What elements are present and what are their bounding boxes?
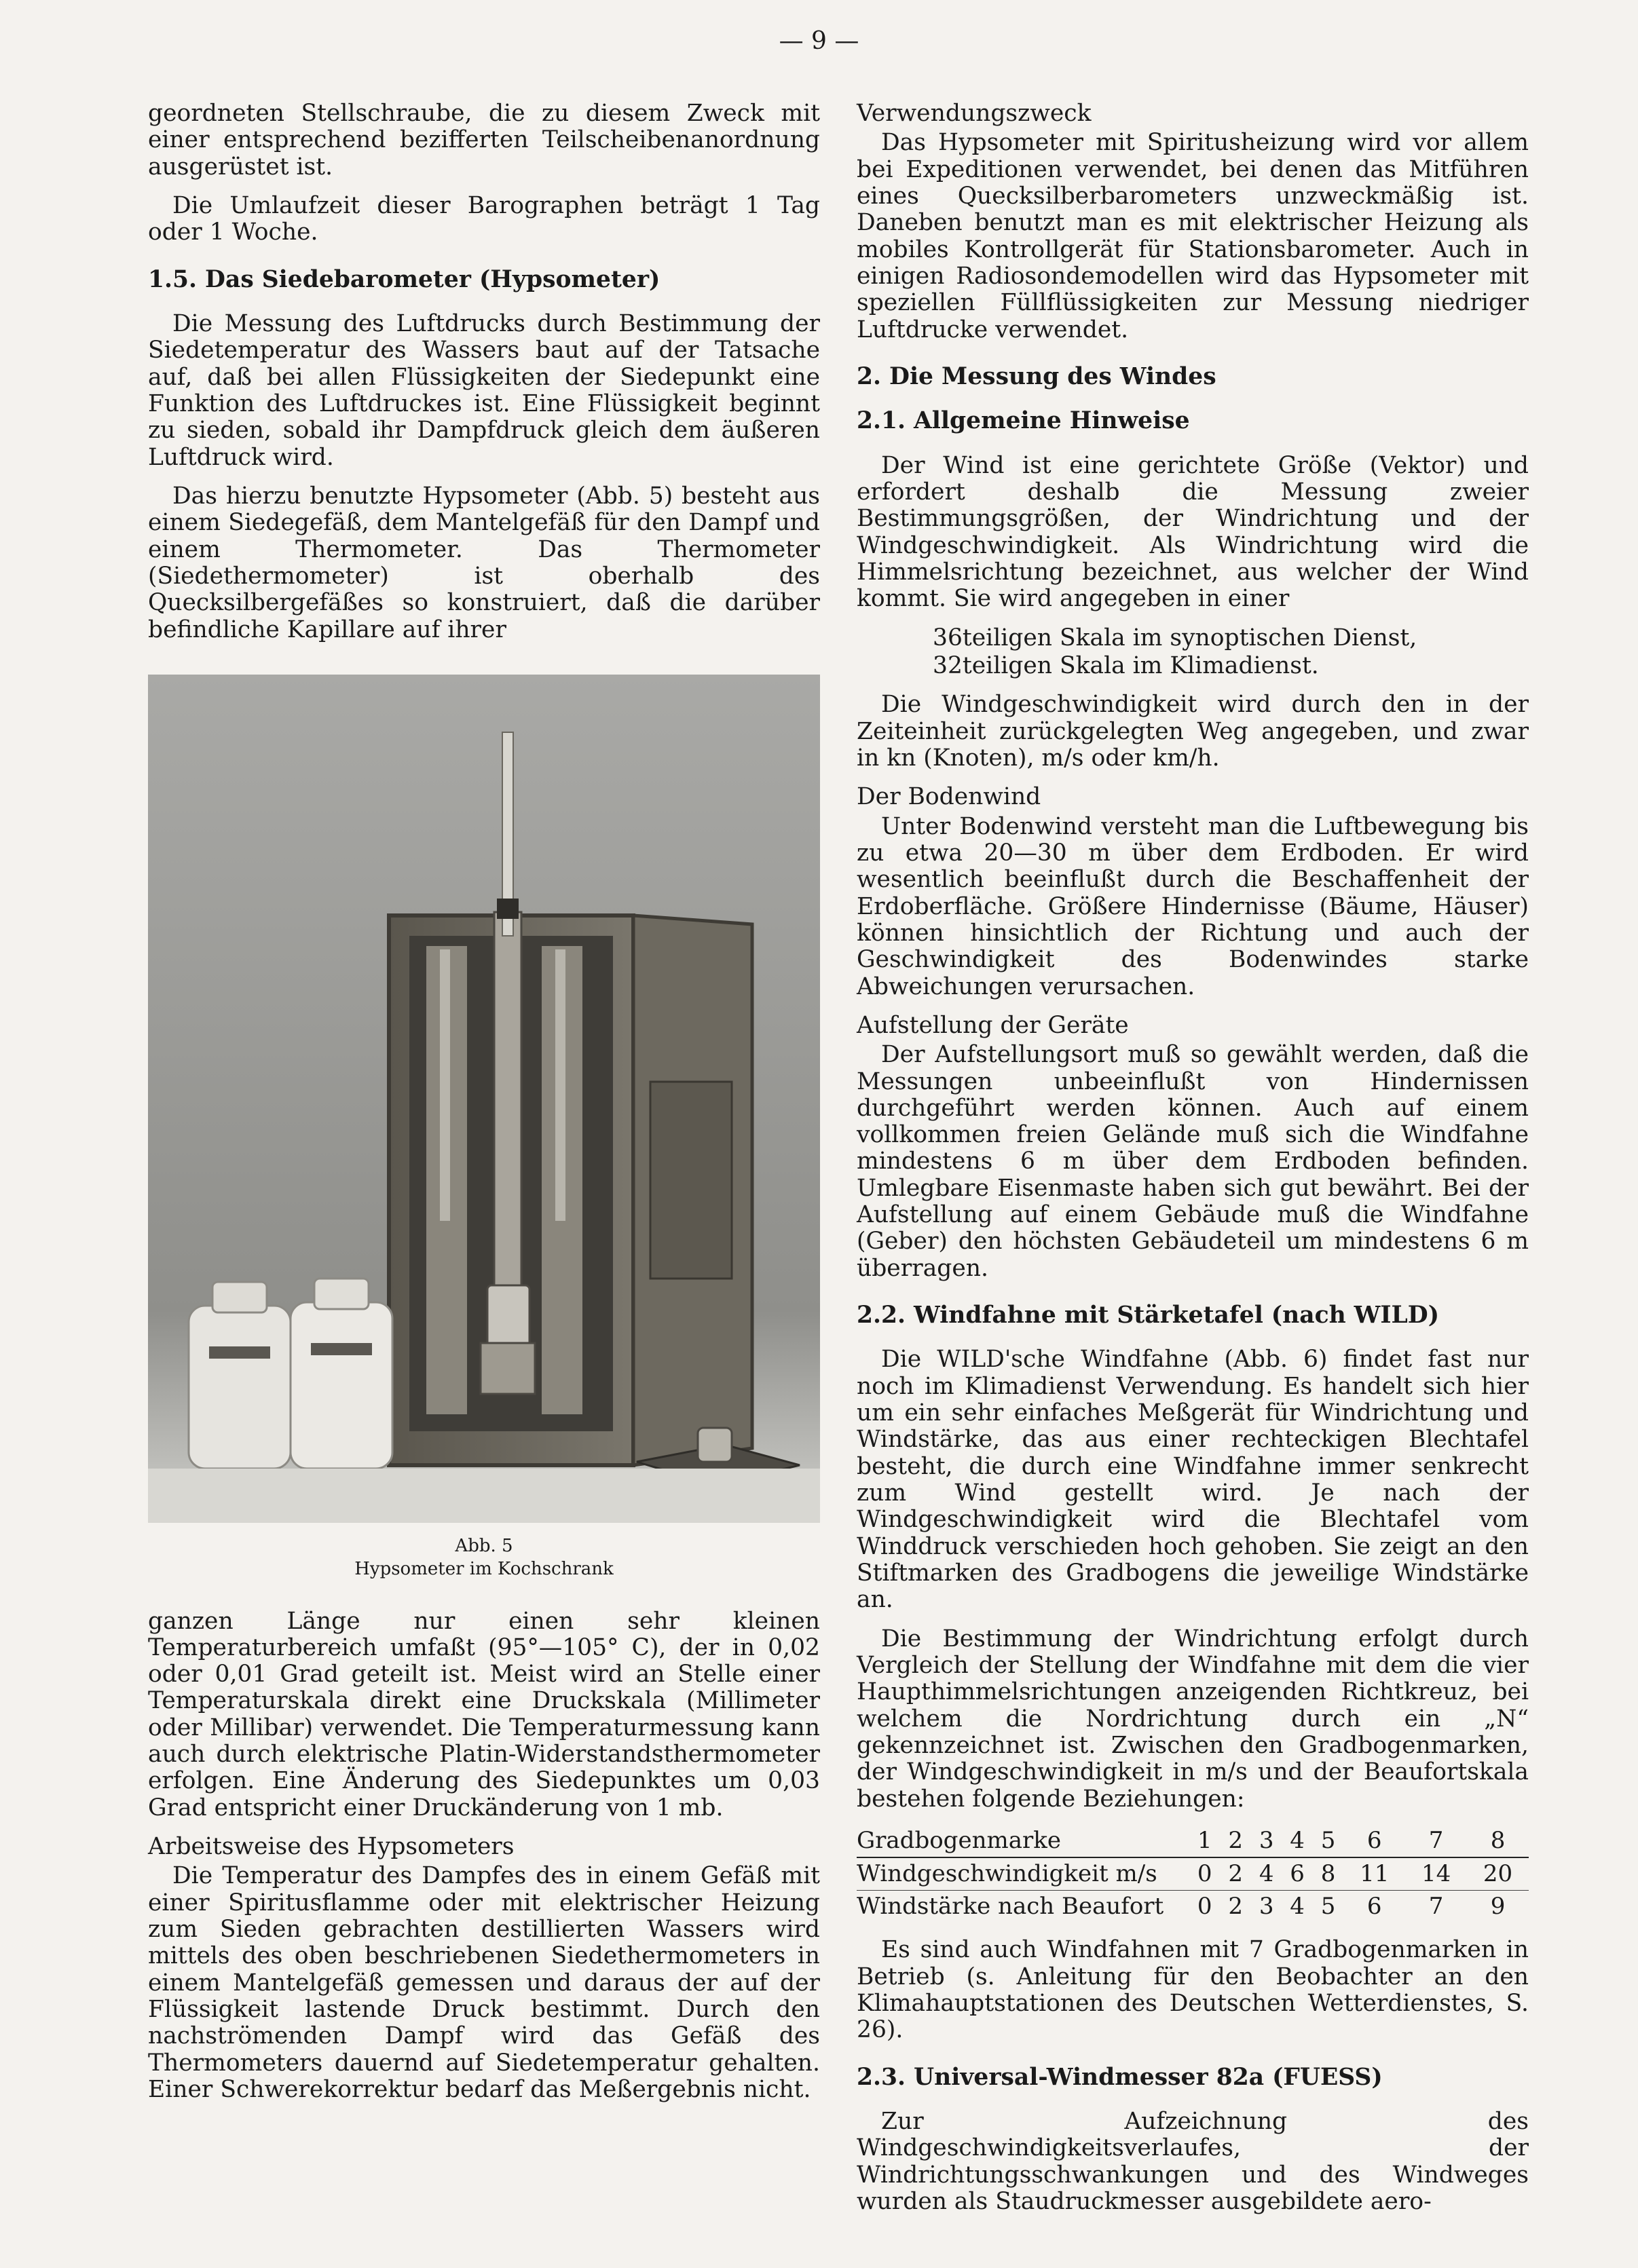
paragraph: Die Temperatur des Dampfes des in einem Gefäß mit einer Spiritusflamme oder mit elektrischer Heizung zum Sieden gebrachten destillierten Wassers wird mittels des oben beschriebenen Siedethermometers in einem Mantelgefäß gemessen und daraus der auf der Flüssigkeit lastende Druck bestimmt. Durch den nachströmenden Dampf wird das Gefäß des Thermometers dauernd auf Siedetemperatur gehalten. Einer Schwerekorrektur bedarf das Meßergebnis nicht.	[148, 1862, 820, 2104]
table-cell: 9	[1490, 1892, 1506, 1920]
table-cell: 7	[1428, 1892, 1444, 1920]
conversion-table	[857, 1825, 1529, 1922]
left-column	[148, 100, 820, 2115]
table-cell: 2	[1228, 1892, 1243, 1920]
paragraph: ganzen Länge nur einen sehr kleinen Temperaturbereich umfaßt (95°—105° C), der in 0,02 oder 0,01 Grad geteilt ist. Meist wird an Stelle einer Temperaturskala direkt eine Druckskala (Millimeter oder Millibar) verwendet. Die Temperaturmessung kann auch durch elektrische Platin-Widerstandsthermometer erfolgen. Eine Änderung des Siedepunktes um 0,03 Grad entspricht einer Druckänderung von 1 mb.	[148, 1607, 820, 1821]
section-heading: 2.1. Allgemeine Hinweise	[857, 407, 1190, 435]
table-cell: 6	[1343, 1825, 1405, 1857]
subheading: Arbeitsweise des Hypsometers	[148, 1833, 515, 1861]
list-item: 36teiligen Skala im synoptischen Dienst,	[933, 624, 1417, 651]
section-heading: 2. Die Messung des Windes	[857, 362, 1216, 390]
hypsometer-photo	[148, 675, 820, 1523]
table-cell: 3	[1259, 1892, 1274, 1920]
table-row-label: Gradbogenmarke	[857, 1825, 1189, 1857]
subheading: Aufstellung der Geräte	[857, 1011, 1129, 1039]
table-row-label: Windgeschwindigkeit m/s	[857, 1857, 1189, 1890]
paragraph: Die Messung des Luftdrucks durch Bestimmung der Siedetemperatur des Wassers baut auf der Tatsache auf, daß bei allen Flüssigkeiten der Siedepunkt eine Funktion des Luftdruckes ist. Eine Flüssigkeit beginnt zu sieden, sobald ihr Dampfdruck gleich dem äußeren Luftdruck wird.	[148, 309, 820, 471]
table-cell: 6	[1282, 1857, 1312, 1890]
paragraph: Der Aufstellungsort muß so gewählt werden, daß die Messungen unbeeinflußt von Hindernissen durchgeführt werden können. Auch auf einem vollkommen freien Gelände muß sich die Windfahne mindestens 6 m über dem Erdboden befinden. Umlegbare Eisenmaste haben sich gut bewährt. Bei der Aufstellung auf einem Gebäude muß die Windfahne (Geber) den höchsten Gebäudeteil um mindestens 6 m überragen.	[857, 1041, 1529, 1282]
table-cell: 2	[1220, 1825, 1250, 1857]
table-row-label: Windstärke nach Beaufort	[857, 1892, 1164, 1920]
paragraph: Die WILD'sche Windfahne (Abb. 6) findet fast nur noch im Klimadienst Verwendung. Es handelt sich hier um ein sehr einfaches Meßgerät für Windrichtung und Windstärke, das aus einer rechteckigen Blechtafel besteht, die durch eine Windfahne immer senkrecht zum Wind gestellt wird. Je nach der Windgeschwindigkeit wird die Blechtafel vom Winddruck verschieden hoch gehoben. Sie zeigt an den Stiftmarken des Gradbogens die jeweilige Windstärke an.	[857, 1346, 1529, 1614]
table-cell: 1	[1189, 1825, 1220, 1857]
table-cell: 11	[1343, 1857, 1405, 1890]
paragraph: geordneten Stellschraube, die zu diesem Zweck mit einer entsprechend bezifferten Teilscheibenanordnung ausgerüstet ist.	[148, 100, 820, 181]
table-cell: 8	[1313, 1857, 1343, 1890]
right-column	[857, 100, 1529, 2227]
table-cell: 6	[1366, 1892, 1382, 1920]
table-cell: 14	[1405, 1857, 1467, 1890]
paragraph: Die Windgeschwindigkeit wird durch den in der Zeiteinheit zurückgelegten Weg angegeben, und zwar in kn (Knoten), m/s oder km/h.	[857, 691, 1529, 772]
table-cell: 0	[1189, 1857, 1220, 1890]
paragraph: Das Hypsometer mit Spiritusheizung wird vor allem bei Expeditionen verwendet, bei denen das Mitführen eines Quecksilberbarometers unzweckmäßig ist. Daneben benutzt man es mit elektrischer Heizung als mobiles Kontrollgerät für Stationsbarometer. Auch in einigen Radiosondemodellen wird das Hypsometer mit speziellen Füllflüssigkeiten zur Messung niedriger Luftdrucke verwendet.	[857, 129, 1529, 343]
table-cell: 4	[1290, 1892, 1305, 1920]
table-row	[857, 1890, 1529, 1922]
page-number: — 9 —	[779, 27, 859, 55]
table-cell: 3	[1251, 1825, 1282, 1857]
table-cell: 4	[1282, 1825, 1312, 1857]
paragraph: Die Bestimmung der Windrichtung erfolgt durch Vergleich der Stellung der Windfahne mit dem die vier Haupthimmelsrichtungen anzeigenden Richtkreuz, bei welchem die Nordrichtung durch ein „N“ gekennzeichnet ist. Zwischen den Gradbogenmarken, der Windgeschwindigkeit in m/s und der Beaufortskala bestehen folgende Beziehungen:	[857, 1625, 1529, 1813]
section-heading: 1.5. Das Siedebarometer (Hypsometer)	[148, 265, 660, 293]
figure-hypsometer	[148, 675, 820, 1581]
paragraph: Unter Bodenwind versteht man die Luftbewegung bis zu etwa 20—30 m über dem Erdboden. Er wird wesentlich beeinflußt durch die Beschaffenheit der Erdoberfläche. Größere Hindernisse (Bäume, Häuser) können hinsichtlich der Richtung und auch der Geschwindigkeit des Bodenwindes starke Abweichungen verursachen.	[857, 812, 1529, 1000]
table-row	[857, 1825, 1529, 1857]
paragraph: Der Wind ist eine gerichtete Größe (Vektor) und erfordert deshalb die Messung zweier Bestimmungsgrößen, der Windrichtung und der Windgeschwindigkeit. Als Windrichtung wird die Himmelsrichtung bezeichnet, aus welcher der Wind kommt. Sie wird angegeben in einer	[857, 451, 1529, 613]
paragraph: Zur Aufzeichnung des Windgeschwindigkeitsverlaufes, der Windrichtungsschwankungen und des Windweges wurden als Staudruckmesser ausgebildete aero-	[857, 2107, 1529, 2215]
table-row	[857, 1857, 1529, 1890]
table-cell: 2	[1220, 1857, 1250, 1890]
paragraph: Das hierzu benutzte Hypsometer (Abb. 5) besteht aus einem Siedegefäß, dem Mantelgefäß für den Dampf und einem Thermometer. Das Thermometer (Siedethermometer) ist oberhalb des Quecksilbergefäßes so konstruiert, daß die darüber befindliche Kapillare auf ihrer	[148, 482, 820, 643]
section-heading: 2.2. Windfahne mit Stärketafel (nach WILD)	[857, 1302, 1440, 1329]
figure-number: Abb. 5	[455, 1535, 513, 1556]
table-cell: 8	[1467, 1825, 1529, 1857]
paragraph: Es sind auch Windfahnen mit 7 Gradbogenmarken in Betrieb (s. Anleitung für den Beobachter an den Klimahauptstationen des Deutschen Wetterdienstes, S. 26).	[857, 1936, 1529, 2044]
table-cell: 5	[1320, 1892, 1336, 1920]
subheading: Verwendungszweck	[857, 100, 1092, 127]
table-cell: 0	[1197, 1892, 1212, 1920]
table-cell: 4	[1251, 1857, 1282, 1890]
section-heading: 2.3. Universal-Windmesser 82a (FUESS)	[857, 2063, 1383, 2091]
list-item: 32teiligen Skala im Klimadienst.	[933, 651, 1319, 679]
figure-caption: Hypsometer im Kochschrank	[354, 1558, 614, 1579]
table-cell: 20	[1467, 1857, 1529, 1890]
paragraph: Die Umlaufzeit dieser Barographen beträgt 1 Tag oder 1 Woche.	[148, 191, 820, 246]
table-cell: 7	[1405, 1825, 1467, 1857]
table-cell: 5	[1313, 1825, 1343, 1857]
scale-list	[933, 625, 1529, 680]
subheading: Der Bodenwind	[857, 783, 1041, 811]
